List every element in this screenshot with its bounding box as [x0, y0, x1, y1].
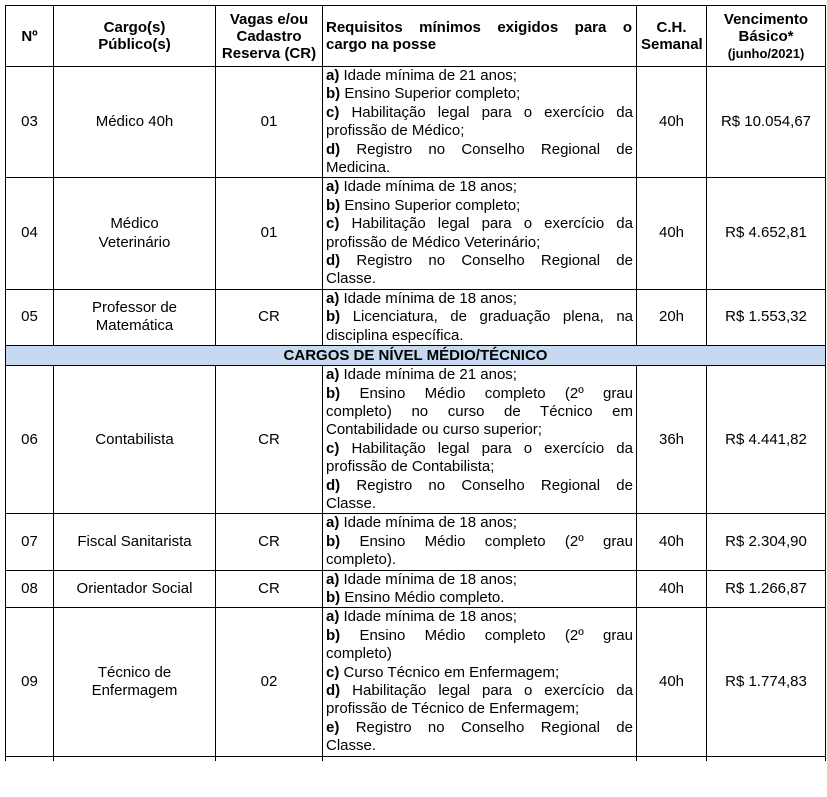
cell-num: 03: [6, 67, 54, 178]
requisito-text: profissão de Médico;: [326, 122, 465, 140]
cell-num: 05: [6, 289, 54, 345]
requisito-key: b): [326, 588, 341, 606]
requisito-text: Habilitação legal para o exercício da: [339, 215, 633, 233]
cell-num: 07: [6, 514, 54, 570]
cell-ch: 40h: [637, 570, 707, 608]
requisito-line: [326, 589, 633, 607]
table-row: [6, 366, 826, 514]
requisito-key: a): [326, 514, 340, 532]
requisito-text: Ensino Médio completo (2º grau: [340, 384, 633, 402]
requisito-text: completo) no curso de Técnico em: [326, 402, 633, 420]
requisito-line: [326, 104, 633, 122]
header-cargo-line: Cargo(s): [103, 19, 166, 36]
requisito-text: Ensino Superior completo;: [340, 85, 521, 103]
header-cargo-line: Público(s): [98, 36, 171, 53]
requisito-line: [326, 141, 633, 159]
header-vagas-line: Cadastro: [236, 27, 302, 45]
header-requisitos-line: Requisitos mínimos exigidos para o: [326, 19, 632, 36]
requisito-key: a): [326, 366, 340, 384]
header-vencimento: [707, 6, 826, 67]
requisito-text: profissão de Médico Veterinário;: [326, 233, 541, 251]
cargo-line: Enfermagem: [91, 682, 178, 699]
cell-ch: 20h: [637, 289, 707, 345]
requisito-text: Idade mínima de 21 anos;: [339, 366, 517, 384]
table-row: [6, 608, 826, 756]
requisito-line: [326, 159, 633, 177]
header-ch-line: C.H.: [656, 19, 687, 36]
cell-cargo: [54, 514, 216, 570]
requisito-key: a): [326, 289, 340, 307]
cell-salario: R$ 10.054,67: [707, 67, 826, 178]
cargo-line: Fiscal Sanitarista: [77, 532, 192, 550]
requisito-line: [326, 664, 633, 682]
header-vagas-line: Reserva (CR): [221, 44, 317, 62]
requisito-key: b): [326, 196, 341, 214]
cell-salario: R$ 4.652,81: [707, 178, 826, 289]
requisito-key: d): [326, 140, 341, 158]
requisito-text: Idade mínima de 21 anos;: [339, 67, 517, 84]
cell-cargo: [54, 67, 216, 178]
continuation-cell: [707, 756, 826, 761]
cell-vagas: CR: [216, 570, 323, 608]
requisito-key: a): [326, 570, 340, 588]
rows-superior: [6, 67, 826, 346]
requisito-line: [326, 122, 633, 140]
continuation-cell: [637, 756, 707, 761]
requisito-text: Registro no Conselho Regional de: [340, 252, 633, 270]
requisito-text: completo).: [326, 551, 397, 569]
requisito-text: Habilitação legal para o exercício da: [340, 682, 633, 699]
cell-num: 06: [6, 366, 54, 514]
requisito-key: b): [326, 532, 341, 550]
requisito-key: d): [326, 682, 341, 699]
requisito-text: profissão de Contabilista;: [326, 458, 495, 476]
header-requisitos-line: cargo na posse: [326, 36, 437, 53]
requisito-line: [326, 197, 633, 215]
requisito-line: [326, 700, 633, 718]
requisito-text: Ensino Superior completo;: [340, 196, 521, 214]
requisito-text: Habilitação legal para o exercício da: [339, 103, 633, 121]
requisito-line: [326, 571, 633, 589]
cell-requisitos: [323, 366, 637, 514]
continuation-cell: [6, 756, 54, 761]
requisito-text: Registro no Conselho Regional de: [340, 476, 633, 494]
table-row: [6, 178, 826, 289]
cell-cargo: [54, 608, 216, 756]
header-requisitos: [323, 6, 637, 67]
header-vencimento-date: (junho/2021): [727, 45, 805, 61]
requisito-line: [326, 215, 633, 233]
requisito-key: a): [326, 608, 340, 626]
requisito-line: [326, 327, 633, 345]
requisito-text: Medicina.: [326, 159, 391, 177]
requisito-key: b): [326, 308, 341, 326]
cell-requisitos: [323, 570, 637, 608]
cargos-table: [5, 5, 826, 761]
requisito-text: Registro no Conselho Regional de: [339, 718, 633, 736]
cell-vagas: 01: [216, 178, 323, 289]
requisito-text: Idade mínima de 18 anos;: [339, 289, 517, 307]
cell-salario: R$ 4.441,82: [707, 366, 826, 514]
requisito-line: [326, 366, 633, 384]
requisito-line: [326, 495, 633, 513]
cargo-line: Professor de: [91, 299, 178, 317]
cell-requisitos: [323, 178, 637, 289]
requisito-line: [326, 458, 633, 476]
cell-ch: 36h: [637, 366, 707, 514]
requisito-key: c): [326, 439, 340, 457]
cell-requisitos: [323, 608, 637, 756]
cell-vagas: CR: [216, 514, 323, 570]
cell-cargo: [54, 178, 216, 289]
rows-medio-tecnico: [6, 366, 826, 757]
cell-vagas: CR: [216, 366, 323, 514]
requisito-text: Idade mínima de 18 anos;: [339, 514, 517, 532]
cell-requisitos: [323, 67, 637, 178]
cargo-line: Médico: [110, 215, 159, 233]
table-row: [6, 67, 826, 178]
header-num: Nº: [6, 6, 54, 67]
cell-cargo: [54, 366, 216, 514]
requisito-line: [326, 385, 633, 403]
cell-ch: 40h: [637, 608, 707, 756]
cell-ch: 40h: [637, 514, 707, 570]
requisito-line: [326, 67, 633, 85]
requisito-key: b): [326, 85, 341, 103]
cell-num: 09: [6, 608, 54, 756]
requisito-line: [326, 645, 633, 663]
requisito-line: [326, 308, 633, 326]
requisito-key: e): [326, 718, 340, 736]
requisito-line: [326, 682, 633, 700]
header-row: [6, 6, 826, 67]
continuation-group: [6, 756, 826, 761]
cell-num: 04: [6, 178, 54, 289]
header-ch-line: Semanal: [641, 36, 703, 53]
requisito-text: disciplina específica.: [326, 326, 464, 344]
continuation-cell: [216, 756, 323, 761]
section-title: CARGOS DE NÍVEL MÉDIO/TÉCNICO: [6, 346, 826, 366]
header-ch: [637, 6, 707, 67]
requisito-text: Classe.: [326, 270, 377, 288]
header-vagas: [216, 6, 323, 67]
requisito-line: [326, 551, 633, 569]
requisito-text: Ensino Médio completo (2º grau: [340, 532, 633, 550]
requisito-text: Classe.: [326, 494, 377, 512]
cargo-line: Veterinário: [98, 233, 171, 251]
requisito-key: b): [326, 626, 341, 644]
requisito-line: [326, 477, 633, 495]
cell-vagas: 01: [216, 67, 323, 178]
requisito-text: Ensino Médio completo (2º grau: [340, 626, 633, 644]
requisito-line: [326, 234, 633, 252]
cell-salario: R$ 1.553,32: [707, 289, 826, 345]
requisito-line: [326, 403, 633, 421]
cell-cargo: [54, 570, 216, 608]
table-row: [6, 570, 826, 608]
cell-salario: R$ 1.774,83: [707, 608, 826, 756]
requisito-text: Habilitação legal para o exercício da: [339, 439, 633, 457]
table-row: [6, 514, 826, 570]
cell-cargo: [54, 289, 216, 345]
requisito-line: [326, 252, 633, 270]
cell-salario: R$ 2.304,90: [707, 514, 826, 570]
cell-ch: 40h: [637, 67, 707, 178]
continuation-cell: [54, 756, 216, 761]
cargo-line: Matemática: [95, 317, 174, 335]
requisito-line: [326, 719, 633, 737]
continuation-cell: [323, 756, 637, 761]
cargo-line: Médico 40h: [95, 113, 174, 131]
requisito-line: [326, 85, 633, 103]
cargo-line: Técnico de: [97, 663, 172, 681]
requisito-key: d): [326, 476, 341, 494]
requisito-key: a): [326, 178, 340, 196]
cell-requisitos: [323, 289, 637, 345]
requisito-text: Idade mínima de 18 anos;: [339, 570, 517, 588]
requisito-text: Licenciatura, de graduação plena, na: [340, 308, 633, 326]
requisito-key: a): [326, 67, 340, 84]
cell-requisitos: [323, 514, 637, 570]
section-row: [6, 346, 826, 366]
cell-salario: R$ 1.266,87: [707, 570, 826, 608]
header-vencimento-line: Vencimento: [723, 10, 809, 28]
requisito-line: [326, 608, 633, 626]
requisito-key: c): [326, 103, 340, 121]
requisito-line: [326, 737, 633, 755]
cell-ch: 40h: [637, 178, 707, 289]
requisito-line: [326, 421, 633, 439]
requisito-text: Idade mínima de 18 anos;: [339, 608, 517, 626]
header-vagas-line: Vagas e/ou: [229, 10, 309, 28]
requisito-line: [326, 533, 633, 551]
header-cargo: [54, 6, 216, 67]
table-row: [6, 289, 826, 345]
section-header-group: [6, 346, 826, 366]
requisito-line: [326, 178, 633, 196]
requisito-text: Curso Técnico em Enfermagem;: [339, 663, 560, 681]
cell-vagas: 02: [216, 608, 323, 756]
requisito-line: [326, 290, 633, 308]
requisito-key: d): [326, 252, 341, 270]
cell-vagas: CR: [216, 289, 323, 345]
requisito-key: b): [326, 384, 341, 402]
requisito-key: c): [326, 215, 340, 233]
cargo-line: Contabilista: [95, 430, 174, 448]
requisito-text: profissão de Técnico de Enfermagem;: [326, 700, 580, 718]
continuation-row: [6, 756, 826, 761]
requisito-line: [326, 514, 633, 532]
cargo-line: Orientador Social: [76, 579, 193, 597]
header-vencimento-line: Básico*: [738, 27, 794, 45]
requisito-line: [326, 270, 633, 288]
requisito-text: Ensino Médio completo.: [340, 588, 505, 606]
cell-num: 08: [6, 570, 54, 608]
requisito-text: Registro no Conselho Regional de: [340, 140, 633, 158]
requisito-key: c): [326, 663, 340, 681]
requisito-text: Contabilidade ou curso superior;: [326, 421, 542, 439]
requisito-line: [326, 627, 633, 645]
requisito-text: completo): [326, 645, 392, 663]
requisito-text: Idade mínima de 18 anos;: [339, 178, 517, 196]
requisito-text: Classe.: [326, 737, 377, 755]
requisito-line: [326, 440, 633, 458]
